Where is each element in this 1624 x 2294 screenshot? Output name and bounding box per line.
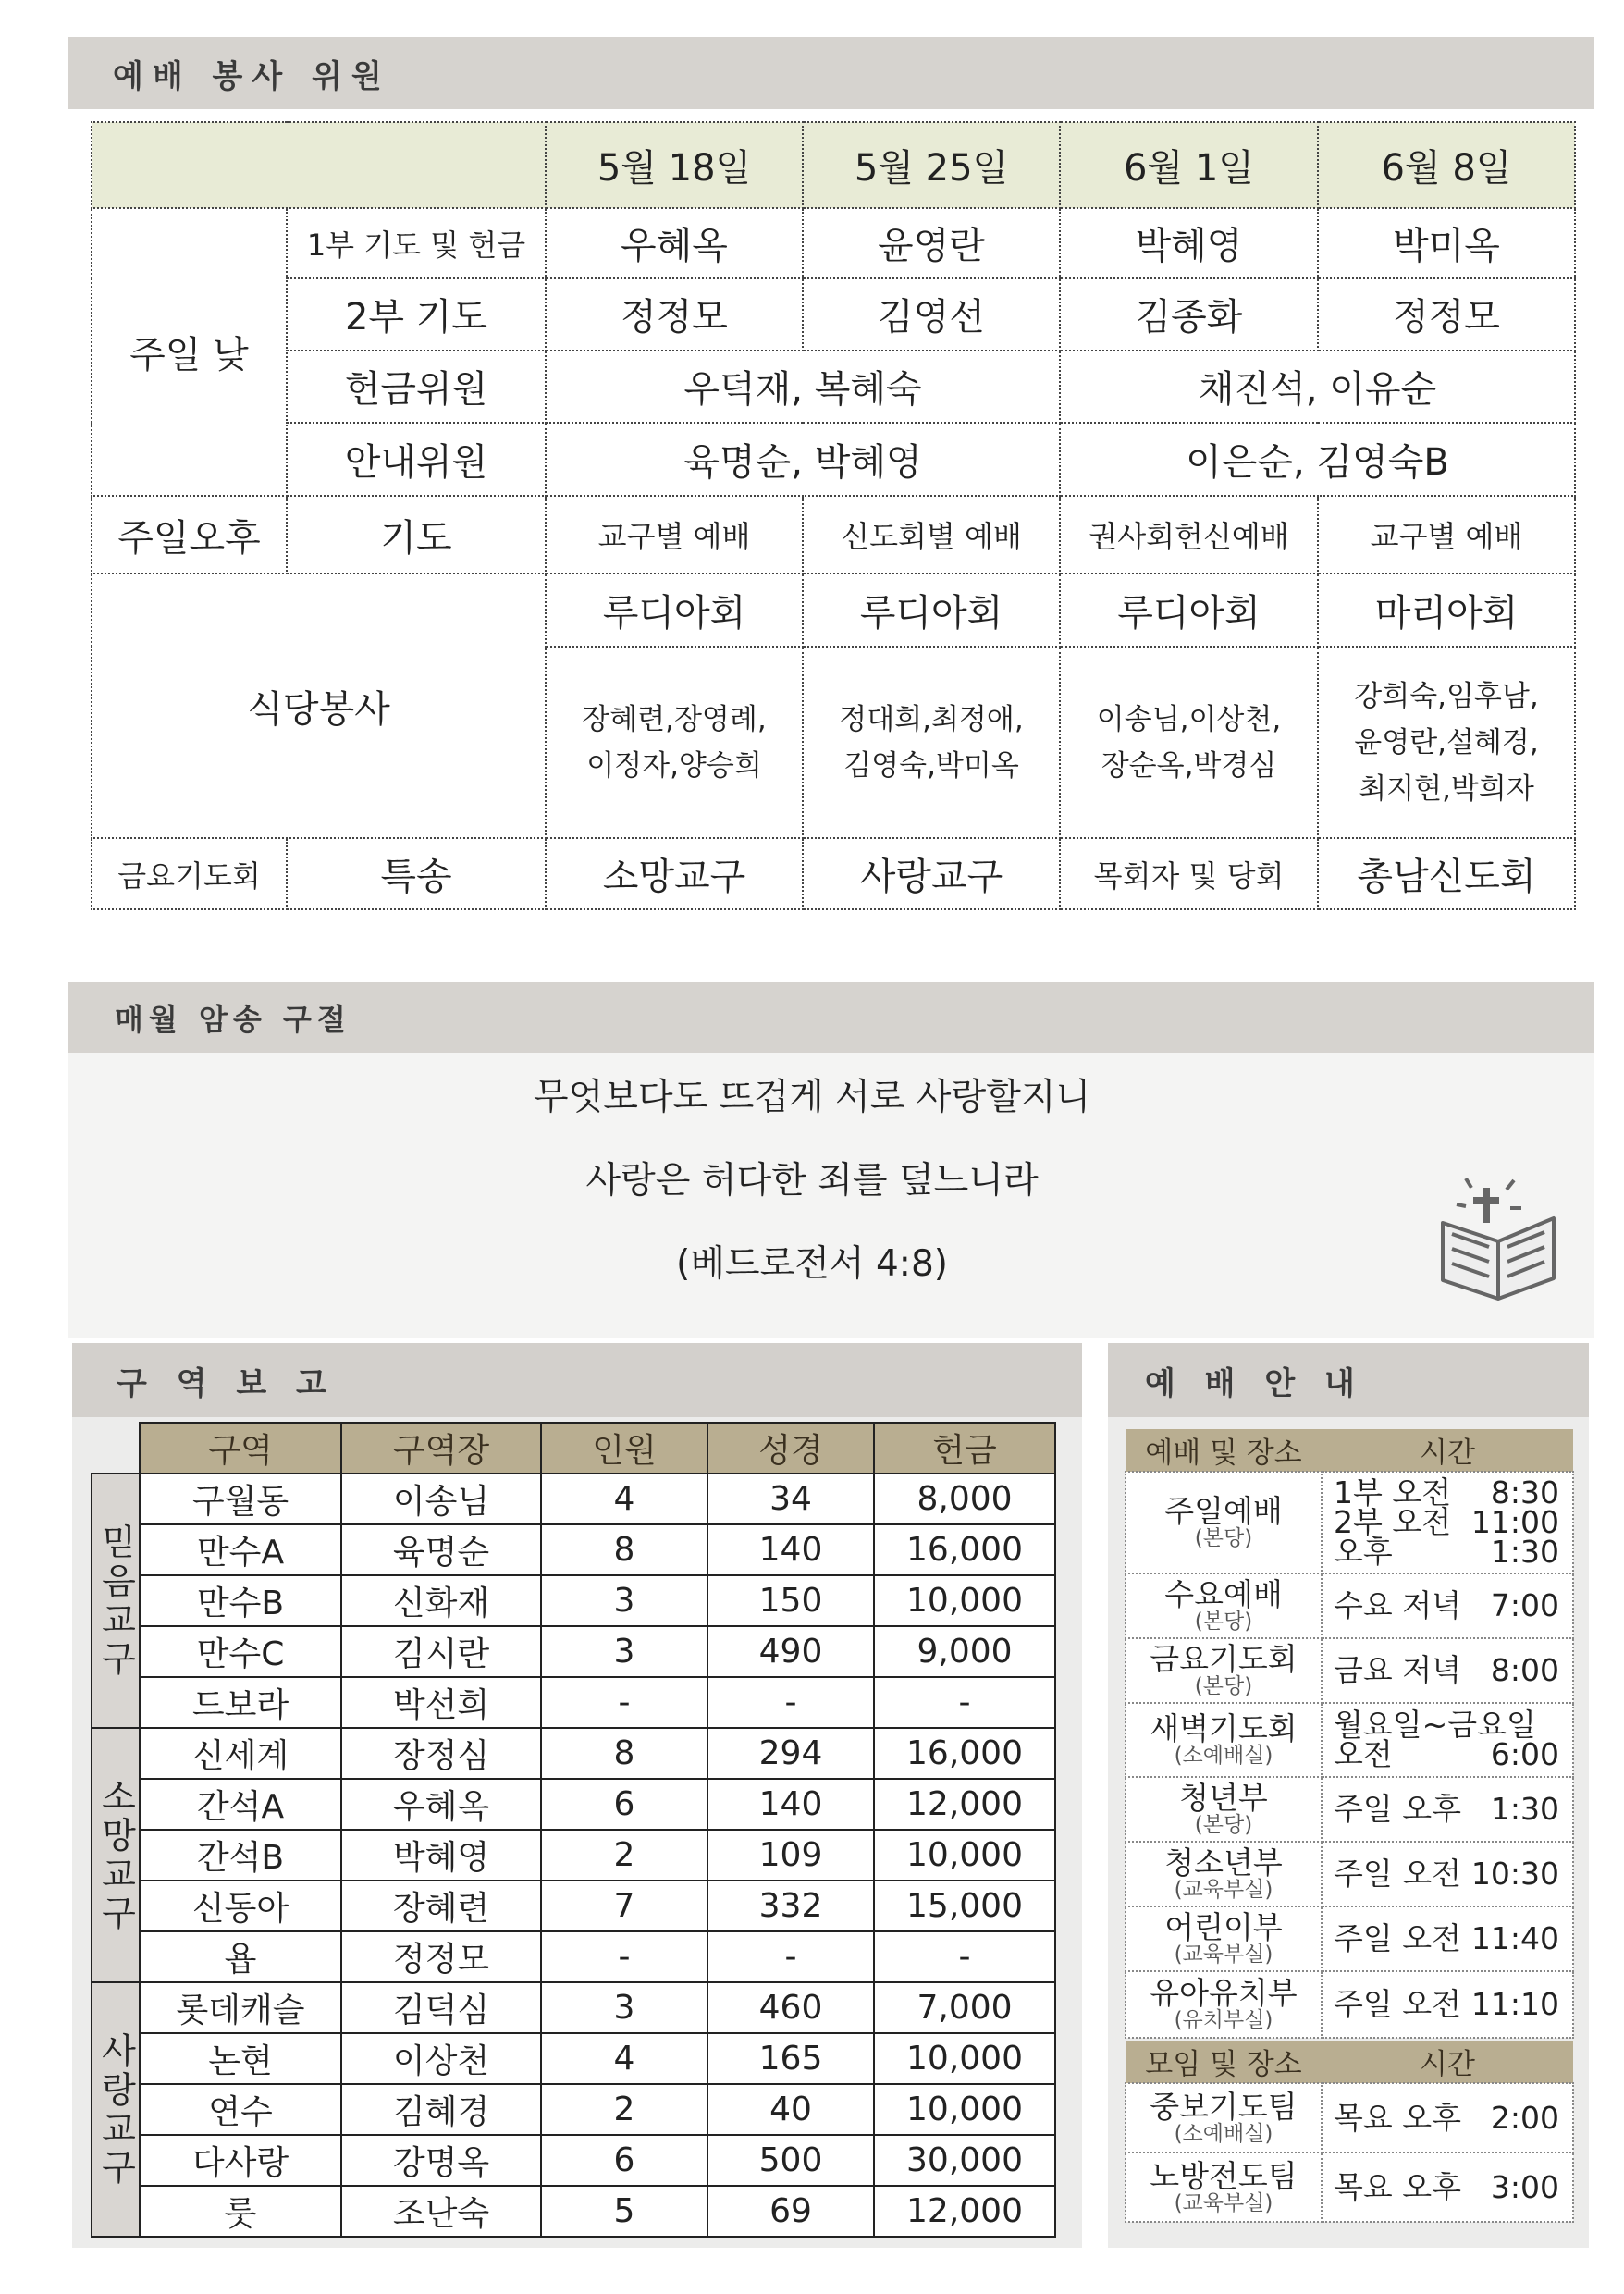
table-cell: 16,000 — [874, 1728, 1055, 1779]
service-name-cell — [1126, 1638, 1322, 1703]
table-cell: 장정심 — [341, 1728, 541, 1779]
table-row — [92, 2033, 1055, 2084]
table-cell: 6 — [541, 1779, 707, 1830]
guide-row — [1126, 1906, 1573, 1971]
table-cell: 만수C — [140, 1626, 341, 1677]
cell: 권사회헌신예배 — [1060, 496, 1318, 574]
service-name: 청년부 — [1179, 1780, 1268, 1816]
member-line: 이정자,양승희 — [586, 748, 762, 783]
verse-line: 사랑은 허다한 죄를 덮느니라 — [585, 1160, 1039, 1202]
service-time-cell — [1322, 2152, 1573, 2222]
column-header: 모임 및 장소 — [1126, 2041, 1322, 2083]
cell: 이은순, 김영숙B — [1060, 423, 1575, 496]
cell: 우혜옥 — [546, 208, 803, 279]
cell: 소망교구 — [546, 838, 803, 909]
table-cell: 8 — [541, 1728, 707, 1779]
cafeteria-members — [1318, 647, 1575, 838]
cafeteria-group: 루디아회 — [546, 574, 803, 647]
table-cell: 신동아 — [140, 1881, 341, 1931]
service-name-cell — [1126, 1777, 1322, 1842]
table-cell: 장혜련 — [341, 1881, 541, 1931]
column-header: 시간 — [1322, 1429, 1573, 1472]
guide-section-title: 예 배 안 내 — [1145, 1364, 1364, 1402]
table-row — [92, 2084, 1055, 2135]
guide-row — [1126, 1777, 1573, 1842]
table-cell: 2 — [541, 2084, 707, 2135]
cafeteria-group: 루디아회 — [803, 574, 1060, 647]
cell: 김종화 — [1060, 278, 1318, 351]
service-time-cell — [1322, 1638, 1573, 1703]
time-label: 오전 — [1334, 1736, 1393, 1772]
table-cell: 박선희 — [341, 1677, 541, 1728]
table-cell: 육명순 — [341, 1524, 541, 1575]
guide-row — [1126, 1472, 1573, 1573]
table-cell: 5 — [541, 2186, 707, 2237]
cell: 김영선 — [803, 278, 1060, 351]
time-label: 목요 오후 — [1334, 2168, 1462, 2205]
time-label: 금요 저녁 — [1334, 1652, 1462, 1688]
verse-reference: (베드로전서 4:8) — [676, 1243, 948, 1285]
cell: 윤영란 — [803, 208, 1060, 279]
table-cell: - — [874, 1931, 1055, 1982]
table-row — [92, 1982, 1055, 2033]
table-cell: 3 — [541, 1626, 707, 1677]
guide-row — [1126, 1573, 1573, 1638]
table-cell: 30,000 — [874, 2135, 1055, 2186]
verse-section-title: 매월 암송 구절 — [115, 1002, 351, 1037]
service-time-cell — [1322, 1573, 1573, 1638]
time-value: 3:00 — [1490, 2168, 1559, 2205]
guide-row — [1126, 1638, 1573, 1703]
district-section-title: 구 역 보 고 — [117, 1364, 336, 1402]
service-time-cell — [1322, 1971, 1573, 2038]
table-cell: 연수 — [140, 2084, 341, 2135]
table-cell: 460 — [707, 1982, 874, 2033]
service-section-title: 예배 봉사 위원 — [113, 57, 391, 95]
table-cell: 150 — [707, 1575, 874, 1626]
guide-row — [1126, 1703, 1573, 1777]
service-place: (본당) — [1194, 1610, 1253, 1634]
table-row — [92, 1626, 1055, 1677]
time-label: 목요 오후 — [1334, 2099, 1462, 2136]
table-cell: 만수B — [140, 1575, 341, 1626]
service-place: (본당) — [1194, 1526, 1253, 1550]
verse-line: 무엇보다도 뜨겁게 서로 사랑할지니 — [533, 1077, 1091, 1118]
member-line: 강희숙,임후남, — [1354, 679, 1539, 713]
table-row — [92, 1931, 1055, 1982]
service-time-cell — [1322, 1842, 1573, 1906]
table-cell: 12,000 — [874, 2186, 1055, 2237]
cafeteria-members — [1060, 647, 1318, 838]
table-cell: 109 — [707, 1830, 874, 1881]
time-label: 월요일~금요일 — [1334, 1707, 1536, 1743]
time-value: 1:30 — [1490, 1534, 1559, 1570]
table-row — [92, 1881, 1055, 1931]
table-cell: 논현 — [140, 2033, 341, 2084]
service-place: (소예배실) — [1174, 1744, 1273, 1768]
table-cell: 140 — [707, 1779, 874, 1830]
table-cell: 3 — [541, 1575, 707, 1626]
column-header: 구역장 — [341, 1423, 541, 1474]
table-cell: 신세계 — [140, 1728, 341, 1779]
table-cell: 165 — [707, 2033, 874, 2084]
cell: 신도회별 예배 — [803, 496, 1060, 574]
row-label: 특송 — [287, 838, 546, 909]
table-cell: 10,000 — [874, 1830, 1055, 1881]
service-name-cell — [1126, 1971, 1322, 2038]
service-place: (본당) — [1194, 1813, 1253, 1837]
table-cell: - — [541, 1677, 707, 1728]
date-header: 6월 8일 — [1318, 122, 1575, 208]
table-cell: 드보라 — [140, 1677, 341, 1728]
table-row — [92, 1524, 1055, 1575]
table-cell: 간석A — [140, 1779, 341, 1830]
service-name-cell — [1126, 2083, 1322, 2152]
service-name-cell — [1126, 1573, 1322, 1638]
table-row — [92, 1575, 1055, 1626]
time-value: 10:30 — [1470, 1856, 1559, 1892]
guide-row — [1126, 2083, 1573, 2152]
table-cell: 정정모 — [341, 1931, 541, 1982]
table-row — [92, 2186, 1055, 2237]
time-label: 1부 오전 — [1334, 1474, 1452, 1511]
service-time-cell — [1322, 1703, 1573, 1777]
service-time-cell — [1322, 1472, 1573, 1573]
sunday-pm-label: 주일오후 — [92, 496, 287, 574]
service-name: 유아유치부 — [1150, 1975, 1298, 2011]
time-label: 주일 오전 — [1334, 1920, 1462, 1956]
cafeteria-label: 식당봉사 — [92, 574, 546, 838]
table-cell: - — [707, 1677, 874, 1728]
time-value: 2:00 — [1490, 2099, 1559, 2136]
column-header: 구역 — [140, 1423, 341, 1474]
cell: 교구별 예배 — [546, 496, 803, 574]
time-label: 주일 오전 — [1334, 1986, 1462, 2022]
table-cell: 16,000 — [874, 1524, 1055, 1575]
table-cell: 다사랑 — [140, 2135, 341, 2186]
parish-group-label: 사랑교구 — [92, 1982, 140, 2237]
table-cell: 10,000 — [874, 2033, 1055, 2084]
time-value: 7:00 — [1490, 1587, 1559, 1623]
time-value: 8:30 — [1490, 1474, 1559, 1511]
service-name: 새벽기도회 — [1150, 1710, 1298, 1746]
service-name: 금요기도회 — [1150, 1641, 1298, 1677]
service-place: (교육부실) — [1174, 1878, 1273, 1902]
table-cell: 10,000 — [874, 2084, 1055, 2135]
date-header: 6월 1일 — [1060, 122, 1318, 208]
column-header: 시간 — [1322, 2041, 1573, 2083]
service-table — [91, 121, 1576, 910]
table-cell: - — [874, 1677, 1055, 1728]
cell: 육명순, 박혜영 — [546, 423, 1060, 496]
table-cell: 이상천 — [341, 2033, 541, 2084]
table-row — [92, 1830, 1055, 1881]
time-value: 11:00 — [1470, 1504, 1559, 1540]
guide-row — [1126, 1971, 1573, 2038]
column-header: 헌금 — [874, 1423, 1055, 1474]
table-cell: 박혜영 — [341, 1830, 541, 1881]
cell: 채진석, 이유순 — [1060, 351, 1575, 424]
cafeteria-group: 루디아회 — [1060, 574, 1318, 647]
time-label: 주일 오전 — [1334, 1856, 1462, 1892]
service-section-header — [68, 37, 1594, 109]
member-line: 장순옥,박경심 — [1101, 748, 1277, 783]
service-name-cell — [1126, 2152, 1322, 2222]
table-cell: - — [707, 1931, 874, 1982]
table-cell: 2 — [541, 1830, 707, 1881]
time-value: 8:00 — [1490, 1652, 1559, 1688]
cafeteria-members — [546, 647, 803, 838]
table-cell: 4 — [541, 1474, 707, 1524]
row-label: 기도 — [287, 496, 546, 574]
table-cell: 욥 — [140, 1931, 341, 1982]
service-place: (교육부실) — [1174, 2190, 1273, 2215]
time-value: 6:00 — [1490, 1736, 1559, 1772]
service-name: 노방전도팀 — [1150, 2157, 1298, 2194]
table-cell: 69 — [707, 2186, 874, 2237]
cell: 우덕재, 복혜숙 — [546, 351, 1060, 424]
service-time-cell — [1322, 1906, 1573, 1971]
table-cell: - — [541, 1931, 707, 1982]
meeting-guide-table — [1125, 2041, 1574, 2223]
table-row — [92, 2135, 1055, 2186]
table-cell: 294 — [707, 1728, 874, 1779]
corner-cell — [92, 122, 546, 208]
table-cell: 10,000 — [874, 1575, 1055, 1626]
row-label: 2부 기도 — [287, 278, 546, 351]
service-place: (교육부실) — [1174, 1942, 1273, 1967]
parish-group-label: 믿음교구 — [92, 1474, 140, 1728]
service-place: (본당) — [1194, 1674, 1253, 1698]
row-label: 안내위원 — [287, 423, 546, 496]
time-label: 2부 오전 — [1334, 1504, 1452, 1540]
service-name: 중보기도팀 — [1150, 2088, 1298, 2125]
service-name: 주일예배 — [1164, 1493, 1283, 1529]
table-cell: 룻 — [140, 2186, 341, 2237]
table-cell: 500 — [707, 2135, 874, 2186]
table-row — [92, 1677, 1055, 1728]
table-cell: 김덕심 — [341, 1982, 541, 2033]
service-place: (유치부실) — [1174, 2008, 1273, 2032]
service-time-cell — [1322, 1777, 1573, 1842]
table-cell: 간석B — [140, 1830, 341, 1881]
parish-group-label: 소망교구 — [92, 1728, 140, 1982]
guide-section-header — [1108, 1343, 1589, 1417]
service-name: 수요예배 — [1164, 1576, 1283, 1612]
time-label: 수요 저녁 — [1334, 1587, 1462, 1623]
table-cell: 8,000 — [874, 1474, 1055, 1524]
table-cell: 8 — [541, 1524, 707, 1575]
service-name-cell — [1126, 1842, 1322, 1906]
table-cell: 김시란 — [341, 1626, 541, 1677]
table-row — [92, 1474, 1055, 1524]
table-cell: 구월동 — [140, 1474, 341, 1524]
column-header: 예배 및 장소 — [1126, 1429, 1322, 1472]
table-cell: 332 — [707, 1881, 874, 1931]
service-name-cell — [1126, 1472, 1322, 1573]
service-place: (소예배실) — [1174, 2121, 1273, 2146]
table-cell: 7 — [541, 1881, 707, 1931]
time-value: 11:40 — [1470, 1920, 1559, 1956]
table-cell: 3 — [541, 1982, 707, 2033]
cell: 사랑교구 — [803, 838, 1060, 909]
table-cell: 김혜경 — [341, 2084, 541, 2135]
cell: 박혜영 — [1060, 208, 1318, 279]
table-cell: 34 — [707, 1474, 874, 1524]
table-cell: 롯데캐슬 — [140, 1982, 341, 2033]
guide-row — [1126, 1842, 1573, 1906]
date-header: 5월 25일 — [803, 122, 1060, 208]
table-cell: 이송님 — [341, 1474, 541, 1524]
service-time-cell — [1322, 2083, 1573, 2152]
table-cell: 15,000 — [874, 1881, 1055, 1931]
district-section-header — [72, 1343, 1082, 1417]
cafeteria-group: 마리아회 — [1318, 574, 1575, 647]
column-header: 성경 — [707, 1423, 874, 1474]
service-name: 어린이부 — [1164, 1909, 1283, 1945]
member-line: 김영숙,박미옥 — [843, 748, 1019, 783]
table-cell: 만수A — [140, 1524, 341, 1575]
sunday-day-label: 주일 낮 — [92, 208, 287, 496]
bible-book-icon — [1429, 1167, 1568, 1306]
corner-cell — [92, 1423, 140, 1474]
district-table — [91, 1422, 1056, 2238]
service-name: 청소년부 — [1164, 1844, 1283, 1881]
service-guide-table — [1125, 1429, 1574, 2039]
table-cell: 490 — [707, 1626, 874, 1677]
table-cell: 우혜옥 — [341, 1779, 541, 1830]
table-cell: 6 — [541, 2135, 707, 2186]
date-header: 5월 18일 — [546, 122, 803, 208]
column-header: 인원 — [541, 1423, 707, 1474]
cafeteria-members — [803, 647, 1060, 838]
member-line: 장혜련,장영례, — [582, 702, 767, 736]
service-name-cell — [1126, 1703, 1322, 1777]
cell: 목회자 및 당회 — [1060, 838, 1318, 909]
time-label: 주일 오후 — [1334, 1791, 1462, 1827]
service-name-cell — [1126, 1906, 1322, 1971]
cell: 정정모 — [546, 278, 803, 351]
time-label: 오후 — [1334, 1534, 1393, 1570]
table-cell: 7,000 — [874, 1982, 1055, 2033]
member-line: 정대희,최정애, — [839, 702, 1024, 736]
table-cell: 140 — [707, 1524, 874, 1575]
time-value: 1:30 — [1490, 1791, 1559, 1827]
table-cell: 신화재 — [341, 1575, 541, 1626]
time-value: 11:10 — [1470, 1986, 1559, 2022]
member-line: 이송님,이상천, — [1096, 702, 1282, 736]
cell: 교구별 예배 — [1318, 496, 1575, 574]
guide-row — [1126, 2152, 1573, 2222]
table-cell: 9,000 — [874, 1626, 1055, 1677]
cell: 박미옥 — [1318, 208, 1575, 279]
cell: 총남신도회 — [1318, 838, 1575, 909]
table-row — [92, 1779, 1055, 1830]
table-cell: 12,000 — [874, 1779, 1055, 1830]
friday-label: 금요기도회 — [92, 838, 287, 909]
row-label: 헌금위원 — [287, 351, 546, 424]
table-cell: 조난숙 — [341, 2186, 541, 2237]
table-row — [92, 1728, 1055, 1779]
table-cell: 4 — [541, 2033, 707, 2084]
cell: 정정모 — [1318, 278, 1575, 351]
member-line: 최지현,박희자 — [1359, 771, 1534, 806]
table-cell: 강명옥 — [341, 2135, 541, 2186]
table-cell: 40 — [707, 2084, 874, 2135]
verse-section-header — [68, 982, 1594, 1053]
row-label: 1부 기도 및 헌금 — [287, 208, 546, 279]
member-line: 윤영란,설혜경, — [1354, 725, 1539, 759]
